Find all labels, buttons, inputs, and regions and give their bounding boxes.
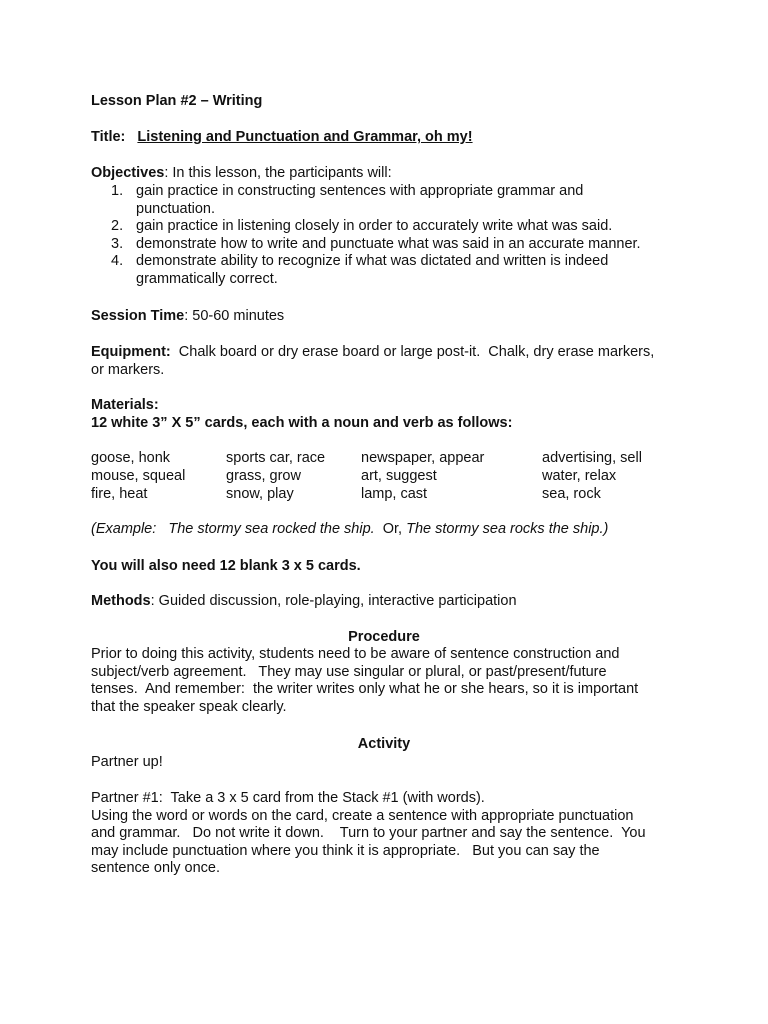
grid-cell: water, relax xyxy=(542,468,617,484)
objective-item xyxy=(91,183,708,218)
equipment-text-cont: or markers. xyxy=(91,361,165,378)
partner-up-line xyxy=(91,754,708,772)
objective-item xyxy=(91,236,708,254)
methods-line xyxy=(91,593,708,611)
grid-cell: newspaper, appear xyxy=(361,450,485,466)
materials-cards-text: 12 white 3” X 5” cards, each with a noun and verb as follows: xyxy=(91,414,513,431)
activity-heading-text: Activity xyxy=(357,736,411,752)
grid-cell: lamp, cast xyxy=(361,486,428,502)
grid-cell: snow, play xyxy=(226,486,294,502)
lesson-plan-heading xyxy=(91,93,708,111)
equipment-text: Chalk board or dry erase board or large post-it. Chalk, dry erase markers, xyxy=(170,344,655,360)
title-label: Title: xyxy=(91,129,126,145)
equipment-block xyxy=(91,344,708,379)
objective-number: 3. xyxy=(111,235,124,252)
grid-row xyxy=(91,450,711,468)
lesson-plan-label: Lesson Plan #2 – Writing xyxy=(91,93,263,109)
objective-item xyxy=(91,253,708,288)
objective-text: demonstrate ability to recognize if what was dictated and written is indeed xyxy=(136,253,609,269)
activity-line: Partner #1: Take a 3 x 5 card from the Stack #1 (with words). xyxy=(91,790,485,806)
grid-cell: sea, rock xyxy=(542,486,601,502)
session-time-label: Session Time xyxy=(91,308,185,324)
materials-label: Materials: xyxy=(91,397,159,413)
methods-value: : Guided discussion, role-playing, interactive participation xyxy=(150,593,517,609)
procedure-line: Prior to doing this activity, students need to be aware of sentence construction and xyxy=(91,646,620,662)
objectives-list-container xyxy=(91,183,708,288)
grid-cell: art, suggest xyxy=(361,468,437,484)
objective-number: 4. xyxy=(111,253,124,269)
objectives-line xyxy=(91,165,708,183)
procedure-heading-text: Procedure xyxy=(348,629,420,645)
blank-cards-text: You will also need 12 blank 3 x 5 cards. xyxy=(91,558,361,574)
grid-cell: grass, grow xyxy=(226,468,301,484)
grid-cell: goose, honk xyxy=(91,450,171,466)
blank-cards-line xyxy=(91,558,708,576)
procedure-line: tenses. And remember: the writer writes only what he or she hears, so it is important xyxy=(91,681,639,697)
grid-row xyxy=(91,468,711,486)
activity-line: sentence only once. xyxy=(91,860,220,876)
activity-paragraph xyxy=(91,790,708,878)
materials-block xyxy=(91,397,708,432)
card-words-grid xyxy=(91,450,711,504)
example-sentence-1: (Example: The stormy sea rocked the ship. xyxy=(91,521,375,537)
grid-row xyxy=(91,486,711,504)
procedure-line: subject/verb agreement. They may use singular or plural, or past/present/future xyxy=(91,663,607,680)
objective-text: gain practice in constructing sentences with appropriate grammar and xyxy=(136,183,584,199)
grid-cell: advertising, sell xyxy=(542,450,642,466)
grid-cell: fire, heat xyxy=(91,486,148,502)
procedure-line: that the speaker speak clearly. xyxy=(91,698,287,715)
session-time-line xyxy=(91,308,708,326)
methods-label: Methods xyxy=(91,593,151,609)
procedure-heading xyxy=(91,629,677,647)
objective-item xyxy=(91,218,708,236)
objectives-intro: : In this lesson, the participants will: xyxy=(164,165,392,181)
example-line xyxy=(91,521,708,539)
activity-line: Using the word or words on the card, create a sentence with appropriate punctuation xyxy=(91,807,634,824)
objective-text: gain practice in listening closely in order to accurately write what was said. xyxy=(136,218,613,234)
partner-up-text: Partner up! xyxy=(91,754,163,770)
title-value: Listening and Punctuation and Grammar, oh my! xyxy=(137,129,473,145)
activity-line: and grammar. Do not write it down. Turn to your partner and say the sentence. You xyxy=(91,825,646,841)
objectives-label: Objectives xyxy=(91,165,165,181)
objective-text: demonstrate how to write and punctuate what was said in an accurate manner. xyxy=(136,235,641,252)
title-line xyxy=(91,129,708,147)
session-time-value: : 50-60 minutes xyxy=(184,308,285,324)
objectives-list xyxy=(91,183,708,288)
equipment-label: Equipment: xyxy=(91,344,171,360)
activity-heading xyxy=(91,736,677,754)
example-or: Or, xyxy=(374,521,407,537)
objective-number: 2. xyxy=(111,218,124,234)
activity-line: may include punctuation where you think it is appropriate. But you can say the xyxy=(91,842,600,859)
objective-number: 1. xyxy=(111,183,124,199)
example-sentence-2: The stormy sea rocks the ship.) xyxy=(406,521,609,537)
grid-cell: sports car, race xyxy=(226,450,326,466)
procedure-paragraph xyxy=(91,646,708,716)
objective-text-cont: punctuation. xyxy=(136,200,216,217)
objective-text-cont: grammatically correct. xyxy=(136,270,278,287)
grid-cell: mouse, squeal xyxy=(91,468,186,484)
